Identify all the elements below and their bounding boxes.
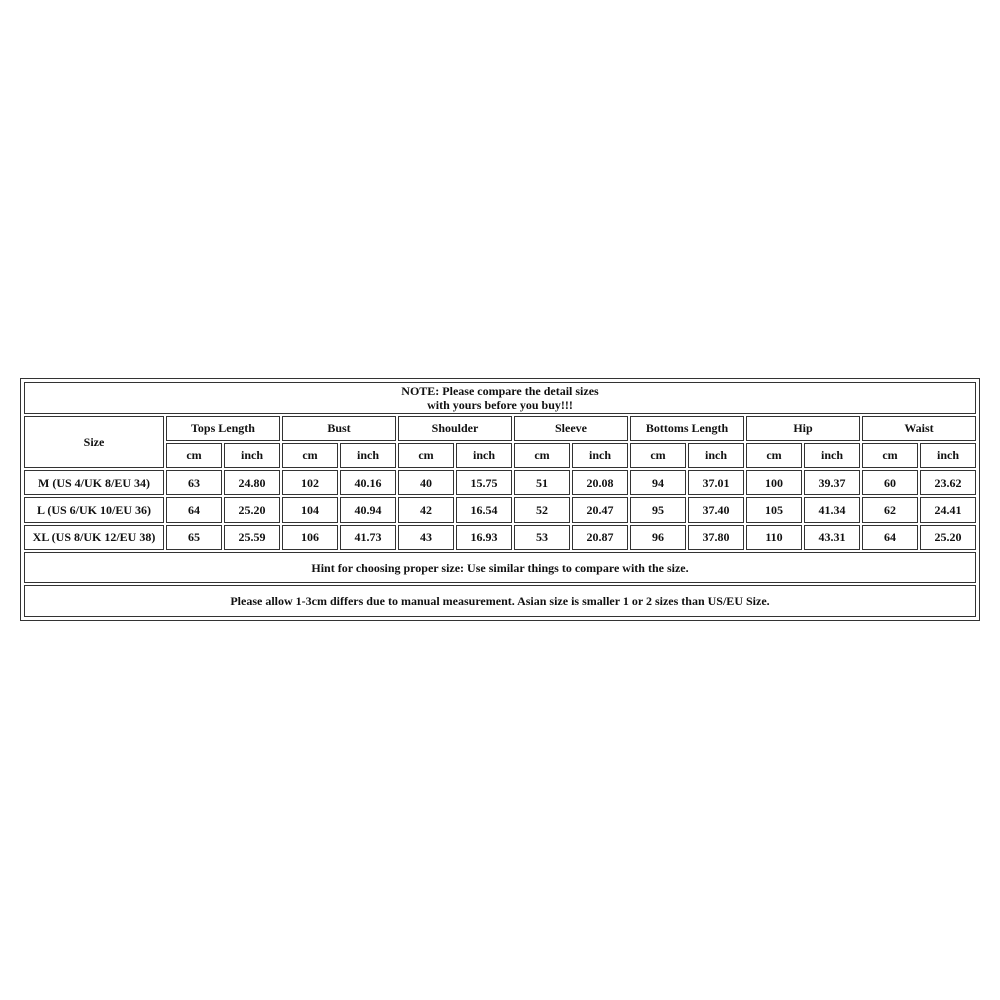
table-cell: 95 bbox=[630, 497, 686, 522]
measurement-header-row bbox=[24, 416, 976, 441]
note-text bbox=[24, 382, 976, 414]
size-column-header: Size bbox=[24, 416, 164, 469]
table-cell: 37.40 bbox=[688, 497, 744, 522]
unit-cm: cm bbox=[862, 443, 918, 468]
table-cell: 96 bbox=[630, 525, 686, 550]
header-tops-length: Tops Length bbox=[166, 416, 280, 441]
unit-header-row bbox=[24, 443, 976, 468]
size-name: L (US 6/UK 10/EU 36) bbox=[24, 497, 164, 522]
unit-inch: inch bbox=[340, 443, 396, 468]
table-cell: 60 bbox=[862, 470, 918, 495]
size-name: XL (US 8/UK 12/EU 38) bbox=[24, 525, 164, 550]
table-cell: 104 bbox=[282, 497, 338, 522]
table-cell: 40 bbox=[398, 470, 454, 495]
table-cell: 23.62 bbox=[920, 470, 976, 495]
unit-cm: cm bbox=[166, 443, 222, 468]
hint-row bbox=[24, 552, 976, 584]
size-table bbox=[22, 380, 978, 619]
table-cell: 24.41 bbox=[920, 497, 976, 522]
unit-inch: inch bbox=[224, 443, 280, 468]
size-name: M (US 4/UK 8/EU 34) bbox=[24, 470, 164, 495]
unit-inch: inch bbox=[688, 443, 744, 468]
unit-cm: cm bbox=[514, 443, 570, 468]
table-cell: 39.37 bbox=[804, 470, 860, 495]
table-cell: 52 bbox=[514, 497, 570, 522]
table-cell: 25.20 bbox=[224, 497, 280, 522]
header-hip: Hip bbox=[746, 416, 860, 441]
table-cell: 51 bbox=[514, 470, 570, 495]
table-cell: 40.16 bbox=[340, 470, 396, 495]
disclaimer-row bbox=[24, 585, 976, 617]
table-cell: 110 bbox=[746, 525, 802, 550]
note-line-2: with yours before you buy!!! bbox=[427, 397, 573, 412]
table-cell: 62 bbox=[862, 497, 918, 522]
table-row bbox=[24, 470, 976, 495]
unit-inch: inch bbox=[920, 443, 976, 468]
disclaimer-text: Please allow 1-3cm differs due to manual measurement. Asian size is smaller 1 or 2 sizes than US/EU Size. bbox=[24, 585, 976, 617]
table-cell: 20.08 bbox=[572, 470, 628, 495]
table-cell: 102 bbox=[282, 470, 338, 495]
table-cell: 15.75 bbox=[456, 470, 512, 495]
table-cell: 43 bbox=[398, 525, 454, 550]
unit-cm: cm bbox=[282, 443, 338, 468]
table-row bbox=[24, 497, 976, 522]
table-cell: 37.01 bbox=[688, 470, 744, 495]
table-cell: 37.80 bbox=[688, 525, 744, 550]
header-waist: Waist bbox=[862, 416, 976, 441]
unit-inch: inch bbox=[456, 443, 512, 468]
table-cell: 40.94 bbox=[340, 497, 396, 522]
table-row bbox=[24, 525, 976, 550]
header-shoulder: Shoulder bbox=[398, 416, 512, 441]
table-cell: 24.80 bbox=[224, 470, 280, 495]
table-cell: 53 bbox=[514, 525, 570, 550]
header-bust: Bust bbox=[282, 416, 396, 441]
unit-cm: cm bbox=[746, 443, 802, 468]
table-cell: 100 bbox=[746, 470, 802, 495]
table-cell: 25.20 bbox=[920, 525, 976, 550]
note-line-1: NOTE: Please compare the detail sizes bbox=[401, 383, 599, 398]
table-cell: 42 bbox=[398, 497, 454, 522]
table-cell: 41.73 bbox=[340, 525, 396, 550]
hint-text: Hint for choosing proper size: Use similar things to compare with the size. bbox=[24, 552, 976, 584]
header-bottoms-length: Bottoms Length bbox=[630, 416, 744, 441]
table-cell: 25.59 bbox=[224, 525, 280, 550]
table-cell: 64 bbox=[862, 525, 918, 550]
table-cell: 16.54 bbox=[456, 497, 512, 522]
table-cell: 43.31 bbox=[804, 525, 860, 550]
unit-inch: inch bbox=[572, 443, 628, 468]
unit-inch: inch bbox=[804, 443, 860, 468]
header-sleeve: Sleeve bbox=[514, 416, 628, 441]
table-cell: 20.47 bbox=[572, 497, 628, 522]
table-cell: 20.87 bbox=[572, 525, 628, 550]
unit-cm: cm bbox=[630, 443, 686, 468]
table-cell: 41.34 bbox=[804, 497, 860, 522]
table-cell: 16.93 bbox=[456, 525, 512, 550]
note-row bbox=[24, 382, 976, 414]
table-cell: 105 bbox=[746, 497, 802, 522]
unit-cm: cm bbox=[398, 443, 454, 468]
table-cell: 65 bbox=[166, 525, 222, 550]
table-cell: 63 bbox=[166, 470, 222, 495]
table-cell: 106 bbox=[282, 525, 338, 550]
size-chart bbox=[20, 378, 980, 621]
table-cell: 94 bbox=[630, 470, 686, 495]
table-cell: 64 bbox=[166, 497, 222, 522]
